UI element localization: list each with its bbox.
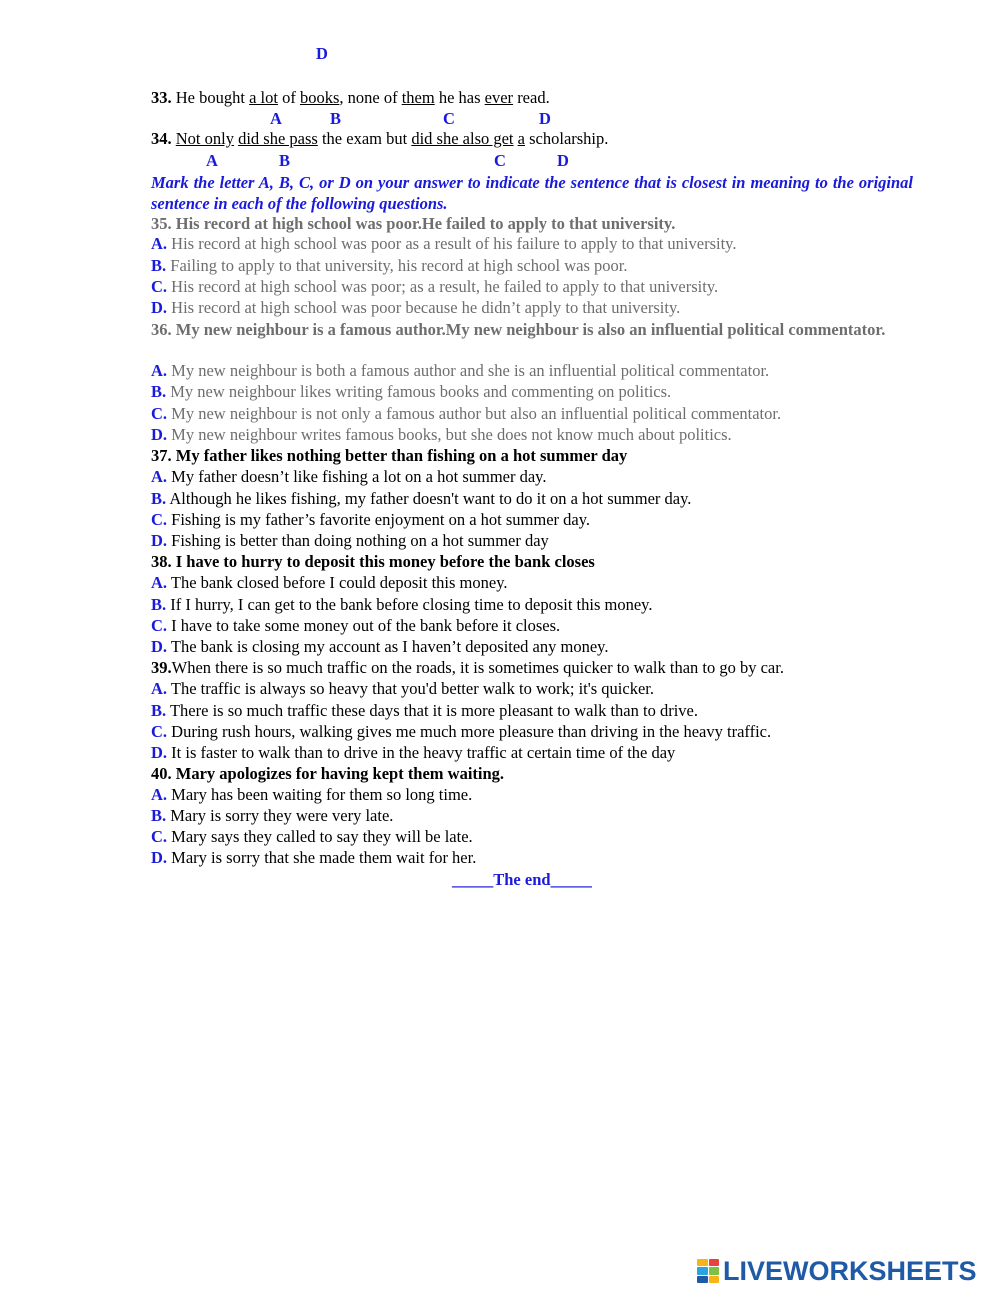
- question-36-stem: 36. My new neighbour is a famous author.My new neighbour is also an influential political commentator.: [151, 320, 886, 339]
- question-36-option-d: D. My new neighbour writes famous books, but she does not know much about politics.: [151, 425, 732, 444]
- letter-b: B: [279, 151, 291, 170]
- question-38-option-c: C. I have to take some money out of the bank before it closes.: [151, 616, 561, 635]
- liveworksheets-logo[interactable]: [697, 1257, 977, 1285]
- underlined-b: books: [299, 88, 340, 107]
- underlined-a: Not only: [175, 129, 234, 148]
- question-37-stem: 37. My father likes nothing better than fishing on a hot summer day: [151, 446, 628, 465]
- question-34: 34. Not only did she pass the exam but did she also get a scholarship.: [151, 129, 609, 148]
- question-37-option-b: B. Although he likes fishing, my father doesn't want to do it on a hot summer day.: [151, 489, 692, 508]
- question-number: 34.: [151, 129, 172, 148]
- question-37-option-c: C. Fishing is my father’s favorite enjoyment on a hot summer day.: [151, 510, 591, 529]
- liveworksheets-logo-icon: [697, 1259, 719, 1283]
- letter-a: A: [206, 151, 218, 170]
- underlined-d: a: [517, 129, 525, 148]
- question-38-option-b: B. If I hurry, I can get to the bank before closing time to deposit this money.: [151, 595, 653, 614]
- question-35-option-d: D. His record at high school was poor because he didn’t apply to that university.: [151, 298, 681, 317]
- question-39-option-a: A. The traffic is always so heavy that you'd better walk to work; it's quicker.: [151, 679, 654, 698]
- question-36-option-c: C. My new neighbour is not only a famous author but also an influential political commentator.: [151, 404, 782, 423]
- the-end-footer: _____The end_____: [452, 870, 592, 889]
- question-40-option-b: B. Mary is sorry they were very late.: [151, 806, 394, 825]
- underlined-c: them: [401, 88, 435, 107]
- underlined-b: did she pass: [238, 129, 318, 148]
- underlined-a: a lot: [249, 88, 278, 107]
- question-38-option-d: D. The bank is closing my account as I haven’t deposited any money.: [151, 637, 609, 656]
- letter-d: D: [557, 151, 569, 170]
- letter-d: D: [539, 109, 551, 128]
- question-35-stem: 35. His record at high school was poor.He failed to apply to that university.: [151, 214, 676, 233]
- question-35-option-a: A. His record at high school was poor as a result of his failure to apply to that university.: [151, 234, 737, 253]
- question-36-option-a: A. My new neighbour is both a famous author and she is an influential political commentator.: [151, 361, 770, 380]
- letter-a: A: [270, 109, 282, 128]
- question-36-option-b: B. My new neighbour likes writing famous books and commenting on politics.: [151, 382, 672, 401]
- question-33: 33. He bought a lot of books, none of them he has ever read.: [151, 88, 550, 107]
- underlined-d: ever: [484, 88, 514, 107]
- question-40-option-d: D. Mary is sorry that she made them wait for her.: [151, 848, 477, 867]
- question-37-option-a: A. My father doesn’t like fishing a lot on a hot summer day.: [151, 467, 547, 486]
- question-37-option-d: D. Fishing is better than doing nothing on a hot summer day: [151, 531, 549, 550]
- question-39-option-b: B. There is so much traffic these days that it is more pleasant to walk than to drive.: [151, 701, 698, 720]
- question-number: 33.: [151, 88, 172, 107]
- question-40-option-a: A. Mary has been waiting for them so long time.: [151, 785, 473, 804]
- question-35-option-b: B. Failing to apply to that university, his record at high school was poor.: [151, 256, 628, 275]
- question-39-stem: 39.When there is so much traffic on the roads, it is sometimes quicker to walk than to go by car.: [151, 658, 784, 677]
- question-39-option-c: C. During rush hours, walking gives me much more pleasure than driving in the heavy traffic.: [151, 722, 772, 741]
- underlined-c: did she also get: [411, 129, 514, 148]
- question-38-stem: 38. I have to hurry to deposit this money before the bank closes: [151, 552, 595, 571]
- section-instruction: Mark the letter A, B, C, or D on your answer to indicate the sentence that is closest in meaning to the original sentence in each of the following questions.: [151, 173, 913, 213]
- question-40-option-c: C. Mary says they called to say they will be late.: [151, 827, 473, 846]
- question-40-stem: 40. Mary apologizes for having kept them waiting.: [151, 764, 505, 783]
- question-38-option-a: A. The bank closed before I could deposit this money.: [151, 573, 508, 592]
- liveworksheets-logo-text: LIVEWORKSHEETS: [723, 1255, 977, 1286]
- letter-c: C: [494, 151, 506, 170]
- question-39-option-d: D. It is faster to walk than to drive in the heavy traffic at certain time of the day: [151, 743, 676, 762]
- letter-c: C: [443, 109, 455, 128]
- question-35-option-c: C. His record at high school was poor; as a result, he failed to apply to that university.: [151, 277, 719, 296]
- letter-b: B: [330, 109, 342, 128]
- top-answer-letter: D: [316, 44, 328, 63]
